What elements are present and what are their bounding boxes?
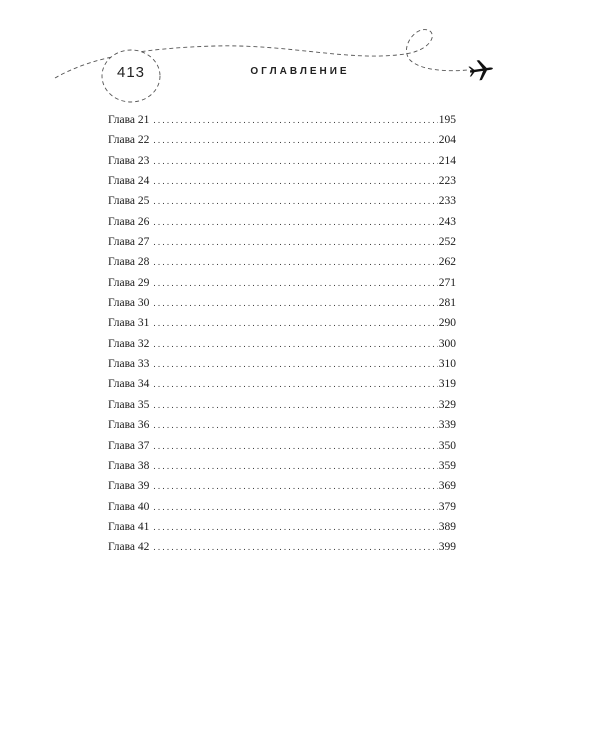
toc-entry-page: 379	[438, 500, 456, 513]
toc-leader-dots	[153, 374, 437, 394]
toc-entry-page: 290	[438, 317, 456, 330]
toc-entry-label: Глава 36	[108, 419, 150, 432]
toc-entry-label: Глава 31	[108, 317, 150, 330]
toc-leader-dots	[153, 110, 437, 130]
toc-entry[interactable]	[108, 456, 456, 476]
toc-entry[interactable]	[108, 517, 456, 537]
toc-entry-page: 281	[438, 297, 456, 310]
toc-entry-page: 243	[438, 215, 456, 228]
toc-entry[interactable]	[108, 354, 456, 374]
toc-leader-dots	[153, 212, 437, 232]
toc-leader-dots	[153, 456, 437, 476]
toc-entry[interactable]	[108, 232, 456, 252]
toc-leader-dots	[153, 476, 437, 496]
toc-entry-page: 369	[438, 480, 456, 493]
toc-leader-dots	[153, 191, 437, 211]
toc-entry-label: Глава 35	[108, 398, 150, 411]
toc-entry[interactable]	[108, 273, 456, 293]
toc-leader-dots	[153, 415, 437, 435]
toc-entry-label: Глава 24	[108, 175, 150, 188]
toc-entry-label: Глава 23	[108, 154, 150, 167]
toc-entry[interactable]	[108, 130, 456, 150]
toc-entry-label: Глава 21	[108, 114, 150, 126]
toc-entry-page: 350	[438, 439, 456, 452]
toc-leader-dots	[153, 537, 437, 557]
page-header	[0, 0, 600, 110]
toc-entry-page: 339	[438, 419, 456, 432]
dashed-flight-path	[0, 0, 600, 110]
toc-entry[interactable]	[108, 334, 456, 354]
toc-entry-label: Глава 40	[108, 500, 150, 513]
toc-entry[interactable]	[108, 252, 456, 272]
toc-entry-page: 399	[438, 541, 456, 554]
toc-entry[interactable]	[108, 171, 456, 191]
toc-leader-dots	[153, 497, 437, 517]
toc-entry[interactable]	[108, 313, 456, 333]
toc-entry-page: 389	[438, 520, 456, 533]
table-of-contents	[108, 110, 456, 558]
toc-entry-label: Глава 34	[108, 378, 150, 391]
toc-entry-page: 300	[438, 337, 456, 350]
toc-entry-page: 204	[438, 134, 456, 147]
toc-entry[interactable]	[108, 537, 456, 557]
toc-leader-dots	[153, 395, 437, 415]
toc-entry-page: 310	[438, 358, 456, 371]
toc-entry-label: Глава 27	[108, 236, 150, 249]
toc-entry-label: Глава 39	[108, 480, 150, 493]
toc-entry-page: 214	[438, 154, 456, 167]
toc-leader-dots	[153, 273, 437, 293]
toc-entry-label: Глава 22	[108, 134, 150, 147]
toc-entry[interactable]	[108, 212, 456, 232]
toc-entry[interactable]	[108, 497, 456, 517]
toc-entry[interactable]	[108, 374, 456, 394]
toc-leader-dots	[153, 252, 437, 272]
toc-entry-label: Глава 41	[108, 520, 150, 533]
toc-entry[interactable]	[108, 151, 456, 171]
toc-entry[interactable]	[108, 415, 456, 435]
toc-leader-dots	[153, 130, 437, 150]
toc-entry-label: Глава 33	[108, 358, 150, 371]
toc-entry-page: 252	[438, 236, 456, 249]
toc-entry-page: 319	[438, 378, 456, 391]
toc-entry-page: 223	[438, 175, 456, 188]
toc-entry-label: Глава 29	[108, 276, 150, 289]
toc-entry-label: Глава 28	[108, 256, 150, 269]
toc-entry[interactable]	[108, 395, 456, 415]
toc-entry-label: Глава 30	[108, 297, 150, 310]
toc-entry-page: 359	[438, 459, 456, 472]
toc-entry-label: Глава 37	[108, 439, 150, 452]
toc-entry[interactable]	[108, 436, 456, 456]
toc-entry-page: 329	[438, 398, 456, 411]
toc-entry-page: 195	[438, 114, 456, 126]
toc-entry-label: Глава 25	[108, 195, 150, 208]
toc-entry[interactable]	[108, 191, 456, 211]
running-title: ОГЛАВЛЕНИЕ	[250, 66, 350, 77]
toc-entry-label: Глава 26	[108, 215, 150, 228]
toc-leader-dots	[153, 151, 437, 171]
toc-entry-label: Глава 42	[108, 541, 150, 554]
toc-entry-page: 271	[438, 276, 456, 289]
page-number: 413	[116, 64, 146, 81]
toc-leader-dots	[153, 171, 437, 191]
toc-entry[interactable]	[108, 293, 456, 313]
toc-entry[interactable]	[108, 476, 456, 496]
toc-leader-dots	[153, 313, 437, 333]
toc-entry-label: Глава 38	[108, 459, 150, 472]
toc-leader-dots	[153, 354, 437, 374]
toc-entry-page: 233	[438, 195, 456, 208]
toc-entry-label: Глава 32	[108, 337, 150, 350]
toc-leader-dots	[153, 436, 437, 456]
toc-leader-dots	[153, 517, 437, 537]
toc-entry-page: 262	[438, 256, 456, 269]
toc-entry[interactable]	[108, 110, 456, 130]
toc-leader-dots	[153, 232, 437, 252]
toc-leader-dots	[153, 334, 437, 354]
toc-leader-dots	[153, 293, 437, 313]
